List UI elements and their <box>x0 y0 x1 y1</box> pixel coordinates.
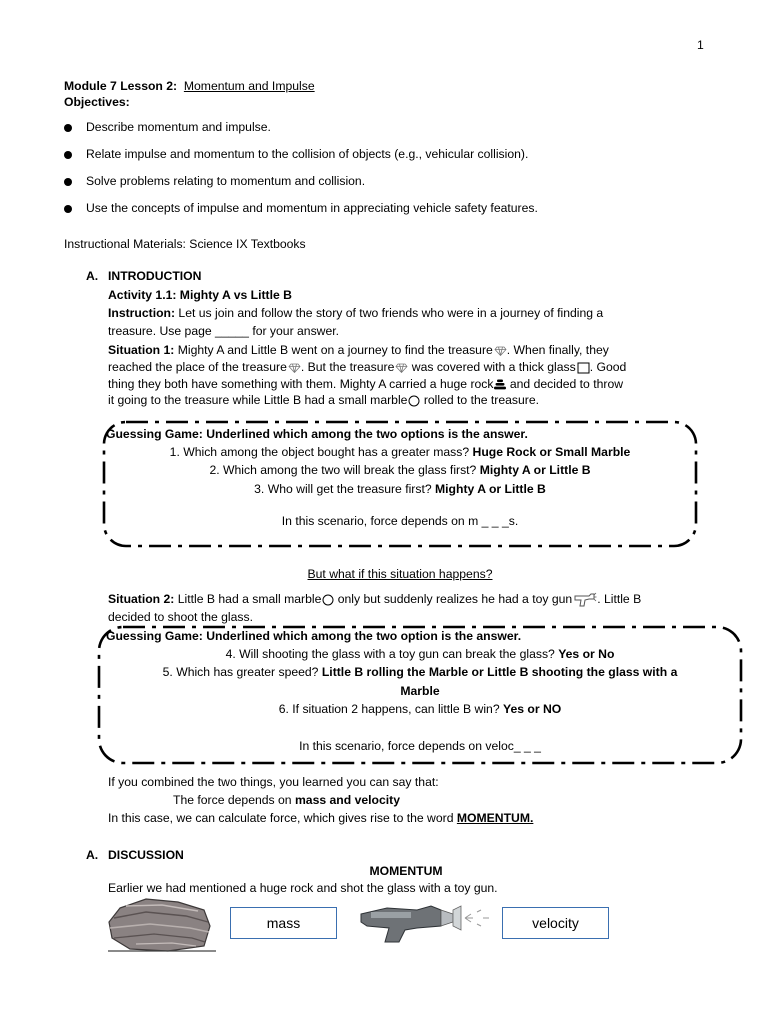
velocity-label-box: velocity <box>502 907 609 939</box>
situation1-text: . When finally, they <box>506 343 609 357</box>
question-text: 6. If situation 2 happens, can little B win? <box>278 702 503 716</box>
combined-text: In this case, we can calculate force, which gives rise to the word <box>108 811 457 825</box>
situation1-text: was covered with a thick glass <box>408 360 576 374</box>
situation2-text: only but suddenly realizes he had a toy gun <box>334 592 573 606</box>
situation1-line4 <box>108 392 539 409</box>
question-6 <box>94 701 746 718</box>
discussion-text: Earlier we had mentioned a huge rock and shot the glass with a toy gun. <box>108 881 498 895</box>
question-options: Yes or NO <box>502 702 562 716</box>
mass-label-box: mass <box>230 907 337 939</box>
guessing-game-2-title: Guessing Game: Underlined which among the two option is the answer. <box>106 629 522 643</box>
situation1-label: Situation 1: <box>108 343 175 357</box>
what-if-heading: But what if this situation happens? <box>307 567 493 581</box>
situation1-text: reached the place of the treasure <box>108 360 287 374</box>
bullet <box>64 124 72 132</box>
glass-square-icon <box>577 362 590 374</box>
instruction-text: Let us join and follow the story of two friends who were in a journey of finding a <box>175 306 604 320</box>
game2-hint: In this scenario, force depends on veloc_ _ _ <box>299 739 541 753</box>
situation1-text: and decided to throw <box>506 377 624 391</box>
bullet <box>64 151 72 159</box>
module-heading <box>64 78 315 95</box>
question-text: 4. Will shooting the glass with a toy gun can break the glass? <box>225 647 559 661</box>
diamond-icon <box>494 346 507 356</box>
guessing-game-1-title: Guessing Game: Underlined which among the two options is the answer. <box>106 427 528 441</box>
question-options: Huge Rock or Small Marble <box>472 445 631 459</box>
situation2-text: . Little B <box>597 592 642 606</box>
introduction-heading: INTRODUCTION <box>108 269 202 283</box>
marble-icon <box>408 395 420 407</box>
situation2-line1 <box>108 591 641 608</box>
situation1-text: . But the treasure <box>300 360 395 374</box>
game1-hint: In this scenario, force depends on m _ _ _s. <box>281 514 519 528</box>
bullet <box>64 205 72 213</box>
activity-title: Activity 1.1: Mighty A vs Little B <box>108 288 292 302</box>
instructional-materials: Instructional Materials: Science IX Textbooks <box>64 237 306 251</box>
question-options: Little B rolling the Marble or Little B shooting the glass with a <box>321 665 678 679</box>
diamond-icon <box>395 363 408 373</box>
situation1-line2 <box>108 359 626 376</box>
discussion-heading: DISCUSSION <box>108 848 184 862</box>
situation1-text: thing they both have something with them. Mighty A carried a huge rock <box>108 377 494 391</box>
toy-gun-image <box>357 904 501 944</box>
situation2-text: Little B had a small marble <box>174 592 322 606</box>
module-label: Module 7 Lesson 2: <box>64 79 178 93</box>
situation1-text: Mighty A and Little B went on a journey to find the treasure <box>174 343 493 357</box>
question-1 <box>98 444 702 461</box>
lesson-title: Momentum and Impulse <box>183 79 315 93</box>
question-2 <box>98 462 702 479</box>
huge-rock-image <box>106 896 218 954</box>
objective-item: Solve problems relating to momentum and collision. <box>86 174 366 188</box>
question-text: 5. Which has greater speed? <box>162 665 322 679</box>
situation1-text: rolled to the treasure. <box>420 393 539 407</box>
situation2-line2: decided to shoot the glass. <box>108 610 253 624</box>
situation1-line1 <box>108 342 609 359</box>
combined-line-1: If you combined the two things, you learned you can say that: <box>108 775 439 789</box>
momentum-term: MOMENTUM. <box>456 811 534 825</box>
instruction-line-2: treasure. Use page _____ for your answer. <box>108 324 340 338</box>
marble-icon <box>322 594 334 606</box>
momentum-subheading: MOMENTUM <box>369 864 443 878</box>
objective-item: Relate impulse and momentum to the collision of objects (e.g., vehicular collision). <box>86 147 529 161</box>
question-text: 2. Which among the two will break the glass first? <box>209 463 480 477</box>
situation1-text: it going to the treasure while Little B had a small marble <box>108 393 408 407</box>
question-text: 3. Who will get the treasure first? <box>254 482 436 496</box>
combined-text: The force depends on <box>173 793 295 807</box>
rock-stack-icon <box>494 379 506 390</box>
objective-item: Describe momentum and impulse. <box>86 120 271 134</box>
combined-emphasis: mass and velocity <box>294 793 400 807</box>
instruction-line <box>108 305 603 322</box>
situation1-line3 <box>108 376 623 393</box>
objective-item: Use the concepts of impulse and momentum in appreciating vehicle safety features. <box>86 201 538 215</box>
question-4 <box>94 646 746 663</box>
section-letter: A. <box>86 848 99 862</box>
bullet <box>64 178 72 186</box>
instruction-label: Instruction: <box>108 306 176 320</box>
question-options: Yes or No <box>558 647 615 661</box>
question-options: Mighty A or Little B <box>435 482 546 496</box>
diamond-icon <box>288 363 301 373</box>
question-5-continued: Marble <box>400 684 440 698</box>
section-letter: A. <box>86 269 99 283</box>
combined-line-3 <box>108 810 533 827</box>
situation2-label: Situation 2: <box>108 592 175 606</box>
toy-gun-icon <box>573 592 597 608</box>
page-number: 1 <box>697 38 704 52</box>
question-3 <box>98 481 702 498</box>
question-5 <box>94 664 746 681</box>
question-text: 1. Which among the object bought has a greater mass? <box>169 445 473 459</box>
combined-line-2 <box>173 792 400 809</box>
objectives-label: Objectives: <box>64 95 130 109</box>
situation1-text: . Good <box>589 360 627 374</box>
question-options: Mighty A or Little B <box>479 463 591 477</box>
